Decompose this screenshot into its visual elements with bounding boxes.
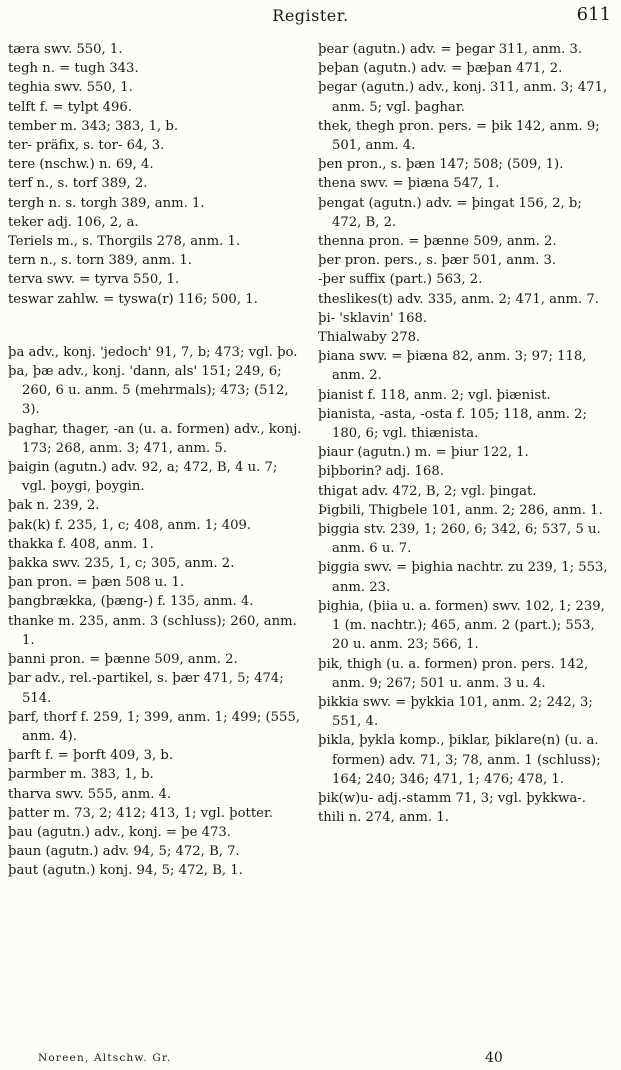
register-entry: þaun (agutn.) adv. 94, 5; 472, B, 7.: [8, 844, 240, 860]
register-entry: þarft f. = þorft 409, 3, b.: [8, 748, 174, 764]
page-header: [0, 4, 621, 28]
register-entry: þighia, (þiia u. a. formen) swv. 102, 1; 239, 1 (m. nachtr.); 465, anm. 2 (part.); 553, 20 u. anm. 23; 566, 1.: [318, 598, 605, 653]
register-entry: þa, þæ adv., konj. 'dann, als' 151; 249, 6; 260, 6 u. anm. 5 (mehrmals); 473; (512, 3).: [8, 364, 289, 418]
register-entry: þaut (agutn.) konj. 94, 5; 472, B, 1.: [8, 863, 243, 879]
register-entry: thakka f. 408, anm. 1.: [8, 536, 154, 552]
register-entry: þianist f. 118, anm. 2; vgl. þiænist.: [318, 387, 551, 403]
register-left-column: [8, 40, 304, 881]
register-entry: þik, thigh (u. a. formen) pron. pers. 142, anm. 9; 267; 501 u. anm. 3 u. 4.: [318, 656, 589, 691]
register-entry: þer pron. pers., s. þær 501, anm. 3.: [318, 253, 557, 269]
register-entry: þaigin (agutn.) adv. 92, a; 472, B, 4 u. 7; vgl. þoygi, þoygin.: [8, 460, 278, 495]
register-entry: tergh n. s. torgh 389, anm. 1.: [8, 195, 205, 211]
register-entry: telft f. = tylpt 496.: [8, 99, 132, 115]
register-entry: þi- 'sklavin' 168.: [318, 310, 428, 326]
register-entry: tere (nschw.) n. 69, 4.: [8, 157, 154, 173]
signature-mark: 40: [485, 1050, 503, 1066]
register-entry: thigat adv. 472, B, 2; vgl. þingat.: [318, 483, 537, 499]
register-entry: þak(k) f. 235, 1, c; 408, anm. 1; 409.: [8, 517, 252, 533]
register-entry: þan pron. = þæn 508 u. 1.: [8, 575, 185, 591]
register-entry: terva swv. = tyrva 550, 1.: [8, 272, 180, 288]
register-entry: þiggia stv. 239, 1; 260, 6; 342, 6; 537, 5 u. anm. 6 u. 7.: [318, 522, 601, 557]
register-entry: Þigbili, Thigbele 101, anm. 2; 286, anm. 1.: [318, 502, 603, 518]
register-right-column: [318, 40, 614, 827]
footer-imprint: Noreen, Altschw. Gr.: [38, 1052, 172, 1064]
register-entry: þeþan (agutn.) adv. = þæþan 471, 2.: [318, 61, 563, 77]
register-entry: þengat (agutn.) adv. = þingat 156, 2, b; 472, B, 2.: [318, 195, 582, 230]
register-entry: þarf, thorf f. 259, 1; 399, anm. 1; 499; (555, anm. 4).: [8, 709, 301, 744]
register-entry: þegar (agutn.) adv., konj. 311, anm. 3; 471, anm. 5; vgl. þaghar.: [318, 80, 608, 115]
register-entry: tegh n. = tugh 343.: [8, 61, 139, 77]
register-entry: tæra swv. 550, 1.: [8, 42, 123, 57]
register-entry: tern n., s. torn 389, anm. 1.: [8, 253, 192, 269]
register-entry: þear (agutn.) adv. = þegar 311, anm. 3.: [318, 42, 583, 57]
register-entry: þikkia swv. = þykkia 101, anm. 2; 242, 3; 551, 4.: [318, 694, 593, 730]
register-entry: terf n., s. torf 389, 2.: [8, 176, 148, 192]
register-entry: thili n. 274, anm. 1.: [318, 810, 449, 826]
register-entry: thenna pron. = þænne 509, anm. 2.: [318, 234, 557, 250]
register-entry: þa adv., konj. 'jedoch' 91, 7, b; 473; vgl. þo.: [8, 344, 298, 360]
register-entry: teswar zahlw. = tyswa(r) 116; 500, 1.: [8, 291, 258, 307]
register-entry: þakka swv. 235, 1, c; 305, anm. 2.: [8, 556, 235, 572]
register-entry: tharva swv. 555, anm. 4.: [8, 786, 172, 802]
register-entry: thanke m. 235, anm. 3 (schluss); 260, anm. 1.: [8, 613, 297, 648]
register-entry: thena swv. = þiæna 547, 1.: [318, 176, 500, 192]
section-gap: [8, 309, 304, 343]
register-entry: Teriels m., s. Thorgils 278, anm. 1.: [8, 234, 241, 250]
register-entry: þak n. 239, 2.: [8, 498, 100, 514]
register-entry: þiana swv. = þiæna 82, anm. 3; 97; 118, anm. 2.: [318, 349, 587, 384]
register-entry: -þer suffix (part.) 563, 2.: [318, 272, 483, 288]
register-entry: þikla, þykla komp., þiklar, þiklare(n) (u. a. formen) adv. 71, 3; 78, anm. 1 (schluss); 164; 240; 346; 471, 1; 476; 478, 1.: [318, 733, 601, 787]
page-title: Register.: [272, 6, 349, 25]
register-entry: þen pron., s. þæn 147; 508; (509, 1).: [318, 157, 564, 173]
register-entry: þiaur (agutn.) m. = þiur 122, 1.: [318, 445, 529, 461]
register-entry: þianista, -asta, -osta f. 105; 118, anm. 2; 180, 6; vgl. thiænista.: [318, 406, 587, 442]
register-entry: Thialwaby 278.: [318, 330, 421, 346]
register-entry: þiggia swv. = þighia nachtr. zu 239, 1; 553, anm. 23.: [318, 560, 608, 595]
register-entry: þiþborin? adj. 168.: [318, 464, 444, 480]
register-entry: þangbrækka, (þæng-) f. 135, anm. 4.: [8, 594, 254, 610]
register-entry: þarmber m. 383, 1, b.: [8, 767, 154, 783]
register-entry: þatter m. 73, 2; 412; 413, 1; vgl. þotter.: [8, 805, 273, 821]
register-entry: teghia swv. 550, 1.: [8, 80, 133, 96]
register-entry: þau (agutn.) adv., konj. = þe 473.: [8, 824, 231, 840]
register-entry: tember m. 343; 383, 1, b.: [8, 118, 179, 134]
register-entry: þik(w)u- adj.-stamm 71, 3; vgl. þykkwa-.: [318, 790, 586, 806]
register-entry: ter- präfix, s. tor- 64, 3.: [8, 138, 165, 154]
register-entry: þanni pron. = þænne 509, anm. 2.: [8, 652, 238, 668]
register-entry: thek, thegh pron. pers. = þik 142, anm. 9; 501, anm. 4.: [318, 118, 600, 154]
register-entry: þaghar, thager, -an (u. a. formen) adv., konj. 173; 268, anm. 3; 471, anm. 5.: [8, 421, 302, 456]
page-number: 611: [576, 4, 611, 25]
register-entry: þar adv., rel.-partikel, s. þær 471, 5; 474; 514.: [8, 671, 284, 706]
register-entry: teker adj. 106, 2, a.: [8, 214, 139, 230]
register-entry: theslikes(t) adv. 335, anm. 2; 471, anm. 7.: [318, 291, 599, 307]
